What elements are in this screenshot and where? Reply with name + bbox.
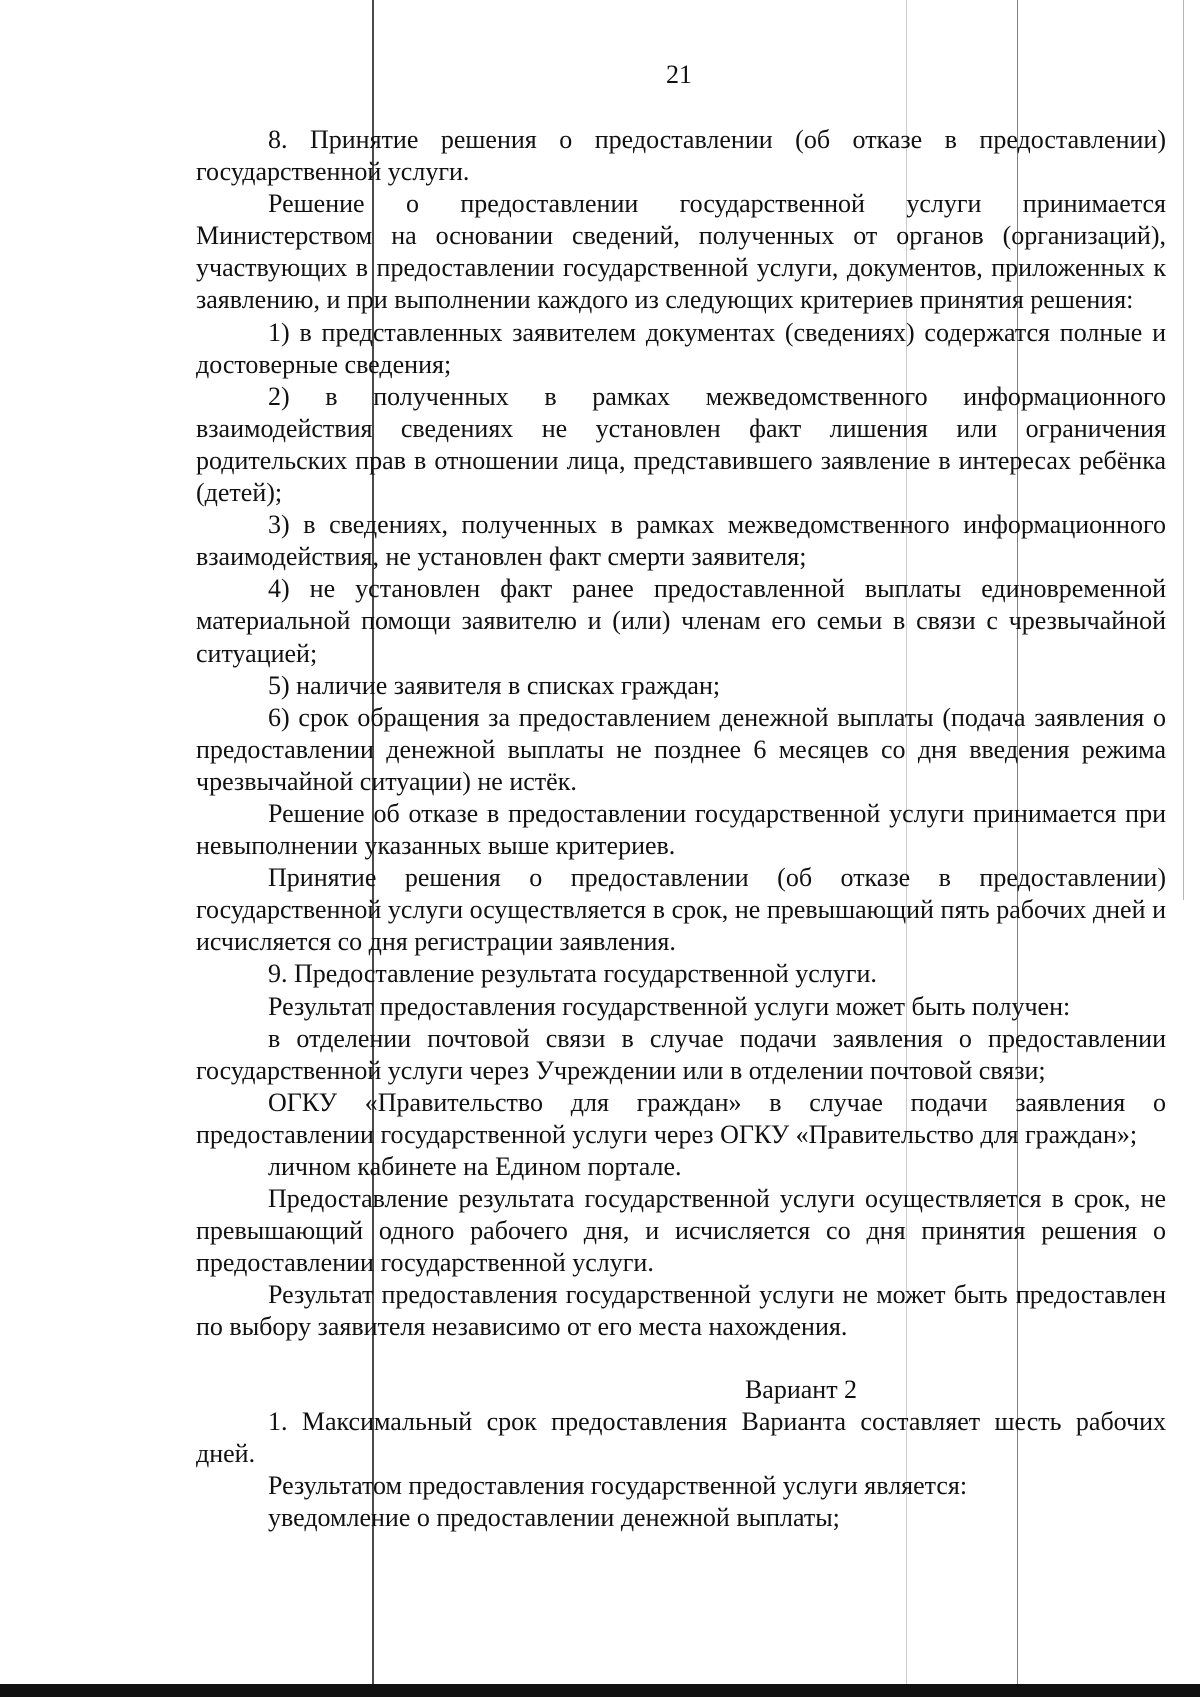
paragraph: 2) в полученных в рамках межведомственного информационного взаимодействия сведениях не установлен факт лишения или ограничения родительских прав в отношении лица, представившего заявление в интересах ребёнка (детей);	[196, 381, 1166, 508]
paragraph: 5) наличие заявителя в списках граждан;	[268, 670, 721, 700]
scan-artifact-line	[1183, 0, 1184, 900]
paragraph: Результатом предоставления государственной услуги является:	[268, 1470, 968, 1500]
section-heading: Вариант 2	[744, 1374, 858, 1404]
page-number: 21	[666, 60, 692, 89]
paragraph: 3) в сведениях, полученных в рамках межведомственного информационного взаимодействия, не установлен факт смерти заявителя;	[196, 510, 1166, 572]
paragraph: Результат предоставления государственной услуги может быть получен:	[268, 991, 1071, 1021]
paragraph: Решение об отказе в предоставлении государственной услуги принимается при невыполнении указанных выше критериев.	[196, 798, 1166, 861]
paragraph: 6) срок обращения за предоставлением денежной выплаты (подача заявления о предоставлении денежной выплаты не позднее 6 месяцев со дня введения режима чрезвычайной ситуации) не истёк.	[196, 702, 1166, 796]
paragraph: 4) не установлен факт ранее предоставленной выплаты единовременной материальной помощи заявителю и (или) членам его семьи в связи с чрезвычайной ситуацией;	[196, 574, 1166, 668]
paragraph: 9. Предоставление результата государственной услуги.	[268, 959, 877, 989]
paragraph: 1. Максимальный срок предоставления Варианта составляет шесть рабочих дней.	[196, 1406, 1166, 1468]
scan-bottom-edge	[0, 1684, 1200, 1697]
paragraph: ОГКУ «Правительство для граждан» в случае подачи заявления о предоставлении государственной услуги через ОГКУ «Правительство для граждан»;	[196, 1087, 1166, 1149]
paragraph: 8. Принятие решения о предоставлении (об отказе в предоставлении) государственной услуги.	[196, 125, 1166, 187]
paragraph: личном кабинете на Едином портале.	[268, 1152, 682, 1181]
paragraph: в отделении почтовой связи в случае подачи заявления о предоставлении государственной услуги через Учреждении или в отделении почтовой связи;	[196, 1023, 1166, 1085]
paragraph: Предоставление результата государственной услуги осуществляется в срок, не превышающий одного рабочего дня, и исчисляется со дня принятия решения о предоставлении государственной услуги.	[196, 1184, 1166, 1278]
paragraph: Результат предоставления государственной услуги не может быть предоставлен по выбору заявителя независимо от его места нахождения.	[196, 1280, 1166, 1342]
document-body	[196, 124, 1166, 1534]
paragraph: Принятие решения о предоставлении (об отказе в предоставлении) государственной услуги осуществляется в срок, не превышающий пять рабочих дней и исчисляется со дня регистрации заявления.	[196, 863, 1166, 957]
paragraph: 1) в представленных заявителем документах (сведениях) содержатся полные и достоверные сведения;	[196, 317, 1166, 379]
paragraph: Решение о предоставлении государственной услуги принимается Министерством на основании сведений, полученных от органов (организаций), участвующих в предоставлении государственной услуги, документов, приложенных к заявлению, и при выполнении каждого из следующих критериев принятия решения:	[196, 189, 1166, 315]
paragraph: уведомление о предоставлении денежной выплаты;	[268, 1502, 840, 1532]
